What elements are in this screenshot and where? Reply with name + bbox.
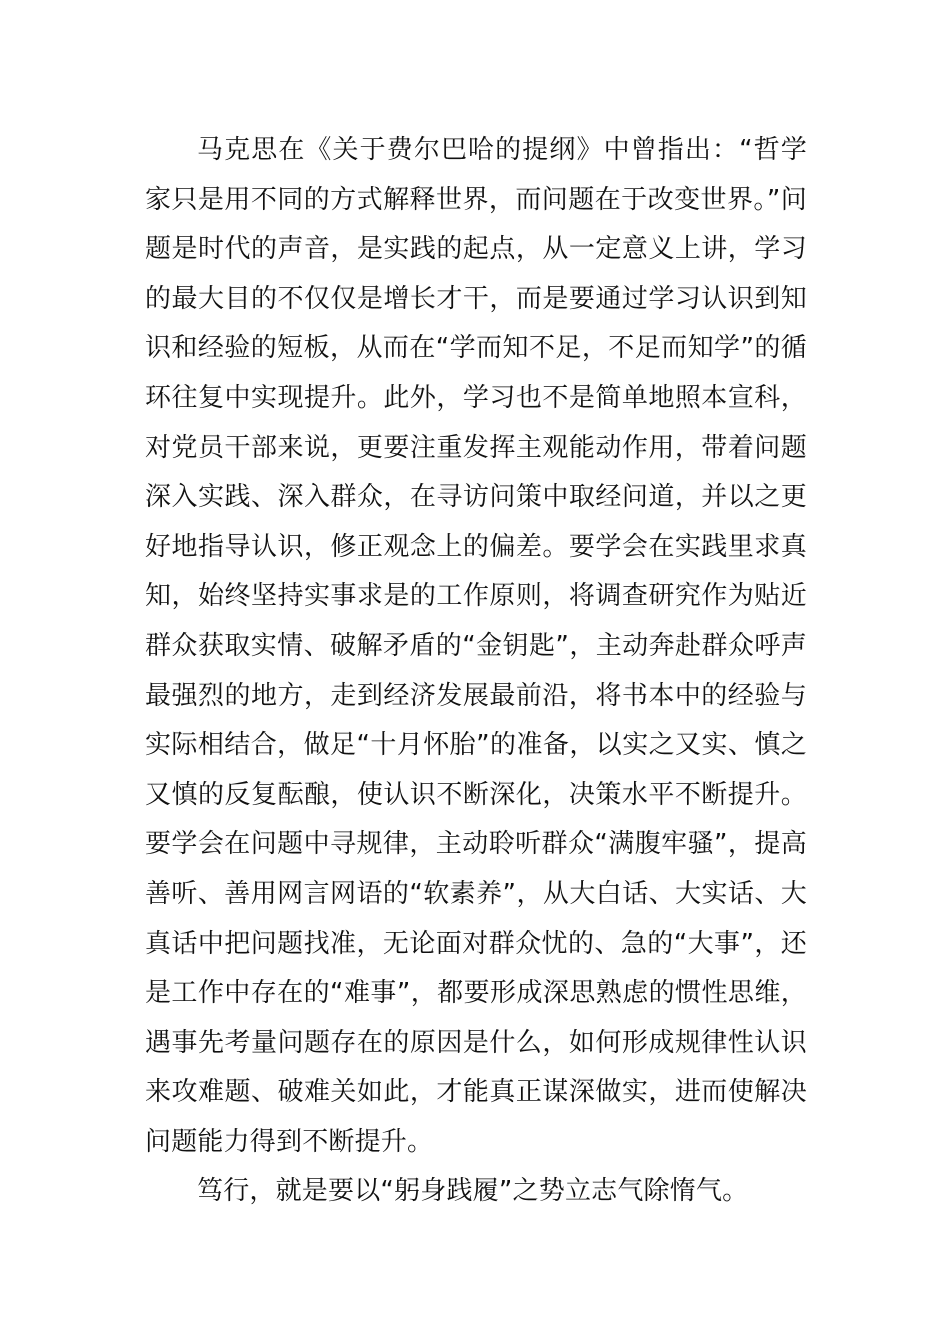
body-text [145,126,807,1217]
paragraph-2: 笃行，就是要以“躬身践履”之势立志气除惰气。 [197,1176,749,1207]
paragraph-1: 马克思在《关于费尔巴哈的提纲》中曾指出：“哲学家只是用不同的方式解释世界，而问题在于改变世界。”问题是时代的声音，是实践的起点，从一定意义上讲，学习的最大目的不仅仅是增长才干，而是要通过学习认识到知识和经验的短板，从而在“学而知不足，不足而知学”的循环往复中实现提升。此外，学习也不是简单地照本宣科，对党员干部来说，更要注重发挥主观能动作用，带着问题深入实践、深入群众，在寻访问策中取经问道，并以之更好地指导认识，修正观念上的偏差。要学会在实践里求真知，始终坚持实事求是的工作原则，将调查研究作为贴近群众获取实情、破解矛盾的“金钥匙”，主动奔赴群众呼声最强烈的地方，走到经济发展最前沿，将书本中的经验与实际相结合，做足“十月怀胎”的准备，以实之又实、慎之又慎的反复酝酿，使认识不断深化，决策水平不断提升。要学会在问题中寻规律，主动聆听群众“满腹牢骚”，提高善听、善用网言网语的“软素养”，从大白话、大实话、大真话中把问题找准，无论面对群众忧的、急的“大事”，还是工作中存在的“难事”，都要形成深思熟虑的惯性思维，遇事先考量问题存在的原因是什么，如何形成规律性认识来攻难题、破难关如此，才能真正谋深做实，进而使解决问题能力得到不断提升。 [145,135,807,1157]
